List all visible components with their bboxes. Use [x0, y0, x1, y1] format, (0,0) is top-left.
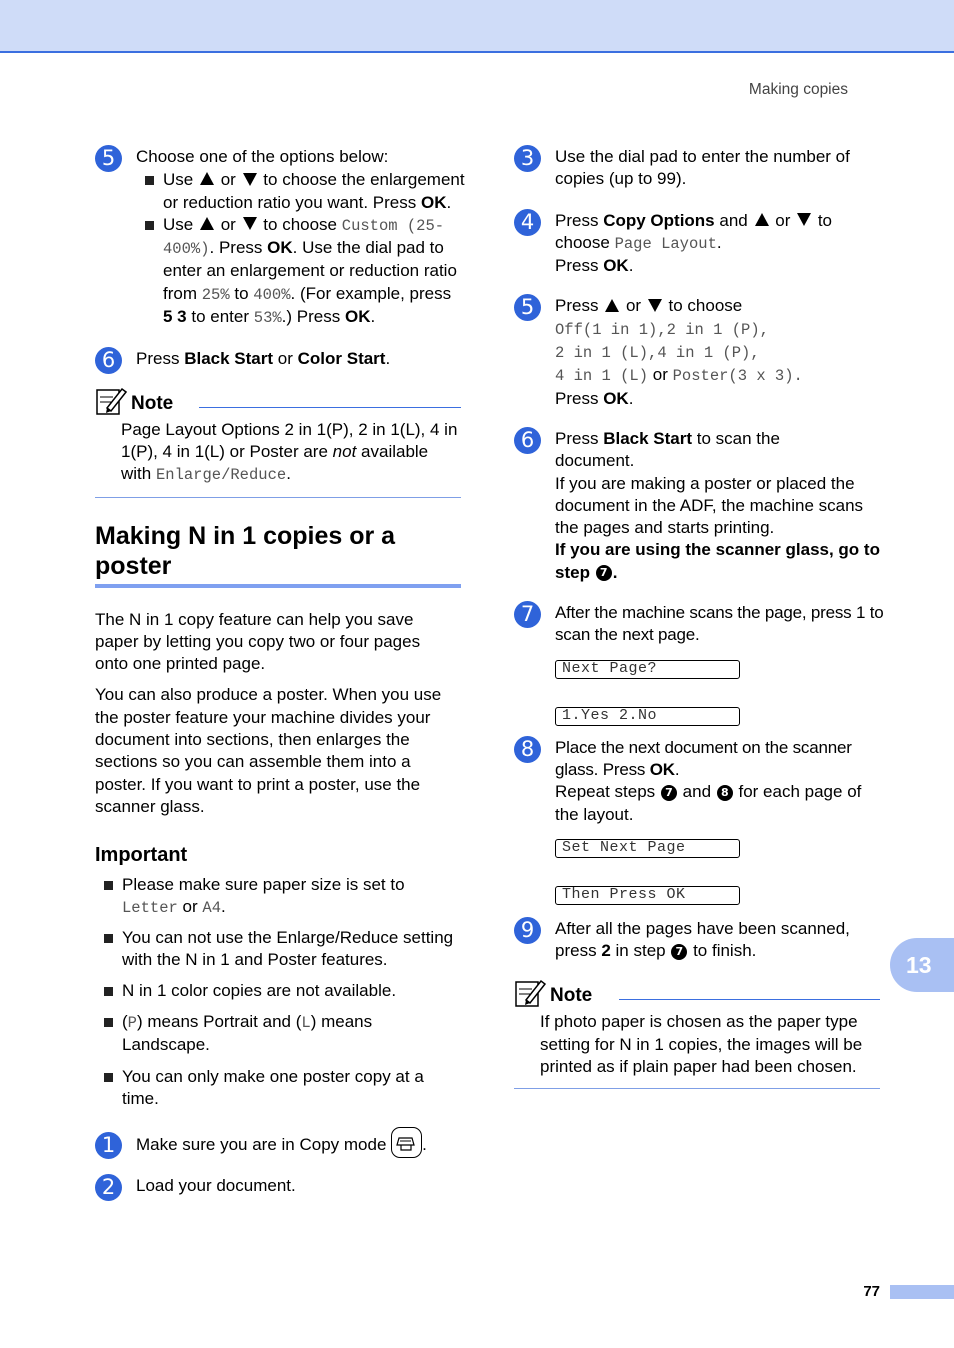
lcd-text: L: [301, 1014, 311, 1033]
page-number: 77: [863, 1283, 880, 1300]
text: available with: [121, 441, 429, 484]
text: . Press: [209, 238, 263, 258]
up-arrow-icon: [755, 213, 769, 226]
lcd-text: Letter: [122, 898, 178, 917]
text: and: [682, 782, 712, 802]
note-box: [514, 978, 880, 1089]
text: ) means Landscape.: [122, 1012, 373, 1055]
chapter-tab: 13: [890, 938, 954, 992]
text: Page Layout Options 2 in 1(P), 2 in 1(L), 4 in 1(P), 4 in 1(L) or Poster are: [121, 419, 458, 461]
text: .: [612, 562, 618, 582]
up-arrow-icon: [200, 172, 214, 185]
text: Place the next document on the scanner glass. Press: [555, 737, 852, 779]
down-arrow-icon: [648, 299, 662, 312]
note-bottom-rule: [95, 497, 461, 498]
step-number-4: 4: [514, 209, 541, 236]
step-1: [95, 1130, 465, 1161]
lcd-display: Set Next Page: [555, 839, 740, 858]
text: to: [234, 283, 249, 303]
text: or: [182, 896, 198, 916]
ok-key: OK: [649, 759, 675, 779]
text: Press: [555, 256, 599, 276]
note-divider: [619, 999, 880, 1000]
text: or: [652, 365, 668, 385]
text: .: [674, 759, 680, 779]
lcd-text: A4: [202, 898, 222, 917]
text: . Use the dial pad to enter an enlargement or reduction ratio from: [163, 238, 457, 303]
text: or: [625, 296, 642, 316]
text: .: [221, 896, 226, 916]
lcd-text: 25%: [201, 285, 230, 304]
bullet-square-icon: [145, 176, 154, 185]
text: Please make sure paper size is set to: [122, 874, 405, 894]
step-number-3: 3: [514, 145, 541, 172]
text: Load your document.: [136, 1176, 296, 1196]
text: .: [793, 367, 803, 386]
step-number-6: 6: [95, 347, 122, 374]
text: ) means Portrait and (: [136, 1012, 302, 1032]
note-pencil-icon: [514, 978, 546, 1008]
text: . (For example, press: [290, 283, 452, 303]
step-ref-7: 7: [671, 944, 687, 960]
text: If you are making a poster or placed the document in the ADF, the machine scans the pages and starts printing.: [555, 473, 864, 538]
text: You can only make one poster copy at a time.: [122, 1066, 424, 1108]
emphasis: not: [332, 441, 357, 461]
step-number-5: 5: [514, 294, 541, 321]
lcd-text: Page Layout: [614, 234, 717, 253]
ok-key: OK: [603, 388, 629, 408]
step-6-left: [95, 348, 465, 373]
text: to enter: [191, 307, 250, 327]
step-text: Choose one of the options below:: [136, 147, 389, 166]
step-4: [514, 210, 884, 278]
note-pencil-icon: [95, 386, 127, 416]
step-5-right: [514, 295, 884, 409]
text: After all the pages have been scanned, press: [555, 918, 850, 961]
text: Repeat steps: [555, 782, 656, 802]
text-line: [555, 737, 884, 782]
text: or: [277, 349, 293, 369]
text: .: [422, 1135, 427, 1155]
step-6-right: [514, 428, 884, 584]
text: to choose: [555, 210, 833, 252]
bullet-square-icon: [104, 1018, 113, 1027]
text: Press: [555, 296, 599, 316]
text: or: [220, 214, 236, 234]
note-header: [95, 386, 461, 420]
lcd-text: 400%: [253, 285, 291, 304]
emphasis-line: [555, 539, 884, 584]
text: or: [775, 210, 791, 230]
ok-key: OK: [603, 256, 629, 276]
text: Press: [555, 428, 599, 448]
lcd-display: Next Page?: [555, 660, 740, 679]
lcd-display: 1.Yes 2.No: [555, 707, 740, 726]
important-item: [95, 1011, 422, 1057]
lcd-text: P: [127, 1014, 137, 1033]
lcd-text: 2 in 1 (L),4 in 1 (P),: [555, 344, 760, 363]
step-3: [514, 146, 884, 191]
step-ref-7: 7: [661, 785, 677, 801]
text: .: [286, 464, 291, 484]
step-number-6: 6: [514, 427, 541, 454]
up-arrow-icon: [200, 217, 214, 230]
note-body: If photo paper is chosen as the paper type setting for N in 1 copies, the images will be printed as if plain paper had been chosen.: [540, 1012, 863, 1077]
bullet-square-icon: [145, 221, 154, 230]
text: Use: [163, 214, 194, 234]
text: to choose: [263, 214, 338, 234]
paragraph: The N in 1 copy feature can help you save paper by letting you copy two or four pages onto one printed page.: [95, 609, 421, 674]
step-number-9: 9: [514, 917, 541, 944]
text: .: [370, 307, 376, 327]
left-column: [95, 146, 465, 1198]
step-number-1: 1: [95, 1132, 122, 1159]
option-bullet: [136, 169, 465, 214]
lcd-text: Poster(3 x 3): [672, 367, 794, 386]
down-arrow-icon: [243, 217, 257, 230]
step-5-left: [95, 146, 465, 329]
text: .) Press: [281, 307, 341, 327]
text: for each page of the layout.: [555, 782, 862, 824]
text: to choose: [668, 296, 743, 316]
text: .: [628, 388, 634, 408]
note-divider: [199, 407, 461, 408]
section-heading: Making N in 1 copies or a poster: [95, 521, 396, 580]
step-number-2: 2: [95, 1174, 122, 1201]
text: (: [122, 1012, 128, 1032]
text: Use the dial pad to enter the number of copies (up to 99).: [555, 147, 850, 189]
black-start-key: Black Start: [603, 428, 693, 448]
text: .: [716, 232, 722, 252]
bullet-square-icon: [104, 881, 113, 890]
header-band: [0, 0, 954, 53]
ok-key: OK: [420, 192, 447, 212]
copy-mode-icon: [391, 1127, 422, 1158]
step-2: [95, 1175, 465, 1200]
note-header: [514, 978, 880, 1012]
step-ref-7: 7: [596, 565, 612, 581]
text: If you are using the scanner glass, go to step: [555, 540, 880, 582]
lcd-text: Custom (25-400%): [163, 216, 445, 259]
important-item: [95, 980, 465, 1002]
text-line: [555, 428, 855, 473]
step-7: [514, 602, 884, 726]
text-line: [555, 781, 884, 826]
bullet-square-icon: [104, 987, 113, 996]
text: to choose the enlargement or reduction ratio you want. Press: [163, 170, 465, 212]
text: Press: [555, 388, 599, 408]
option-bullet: [136, 214, 465, 329]
text: Make sure you are in Copy mode: [136, 1135, 387, 1155]
important-heading: Important: [95, 844, 188, 867]
step-number-5: 5: [95, 145, 122, 172]
step-8: [514, 737, 884, 905]
lcd-display: Then Press OK: [555, 886, 740, 905]
note-title: Note: [131, 392, 174, 414]
key-text: 5 3: [163, 307, 187, 327]
important-item: [95, 927, 467, 972]
text: or: [220, 170, 236, 190]
text: Press: [136, 349, 180, 369]
up-arrow-icon: [605, 299, 619, 312]
page-number-bar: [890, 1285, 954, 1299]
lcd-text: Enlarge/Reduce: [155, 466, 287, 485]
text: After the machine scans the page, press 1 to scan the next page.: [555, 603, 884, 645]
step-9: [514, 918, 884, 963]
step-number-7: 7: [514, 601, 541, 628]
step-number-8: 8: [514, 736, 541, 763]
lcd-text: 4 in 1 (L): [555, 367, 649, 386]
text: .: [446, 192, 452, 212]
color-start-key: Color Start: [297, 349, 386, 369]
bullet-square-icon: [104, 934, 113, 943]
black-start-key: Black Start: [184, 349, 274, 369]
right-column: [514, 146, 884, 1089]
lcd-text: Off(1 in 1),2 in 1 (P),: [555, 320, 769, 339]
key-text: 2: [601, 941, 611, 961]
down-arrow-icon: [243, 173, 257, 186]
text: .: [385, 349, 391, 369]
paragraph: You can also produce a poster. When you use the poster feature your machine divides your document into sections, then enlarges the sections so you can assemble them into a poster. If you want to print a poster, use the scanner glass.: [95, 685, 442, 816]
lcd-text: 53%: [253, 309, 282, 328]
down-arrow-icon: [797, 213, 811, 226]
text: .: [628, 256, 634, 276]
note-body: [95, 419, 461, 487]
bullet-square-icon: [104, 1073, 113, 1082]
note-bottom-rule: [514, 1088, 880, 1089]
important-list: [95, 874, 465, 1111]
text: to scan the document.: [555, 428, 780, 471]
copy-options-key: Copy Options: [603, 210, 715, 230]
ok-key: OK: [267, 238, 293, 258]
step-ref-8: 8: [717, 785, 733, 801]
text: N in 1 color copies are not available.: [122, 980, 397, 1000]
running-head: Making copies: [748, 81, 848, 98]
text: to finish.: [693, 941, 757, 961]
text: You can not use the Enlarge/Reduce setting with the N in 1 and Poster features.: [122, 928, 454, 970]
ok-key: OK: [344, 307, 371, 327]
note-title: Note: [550, 985, 593, 1007]
heading-rule: [95, 584, 461, 588]
text: in step: [615, 941, 666, 961]
text: and: [719, 210, 748, 230]
important-item: [95, 874, 465, 920]
text: Use: [163, 170, 194, 190]
text: Press: [555, 210, 599, 230]
important-item: [95, 1066, 462, 1111]
note-box: [95, 386, 461, 498]
